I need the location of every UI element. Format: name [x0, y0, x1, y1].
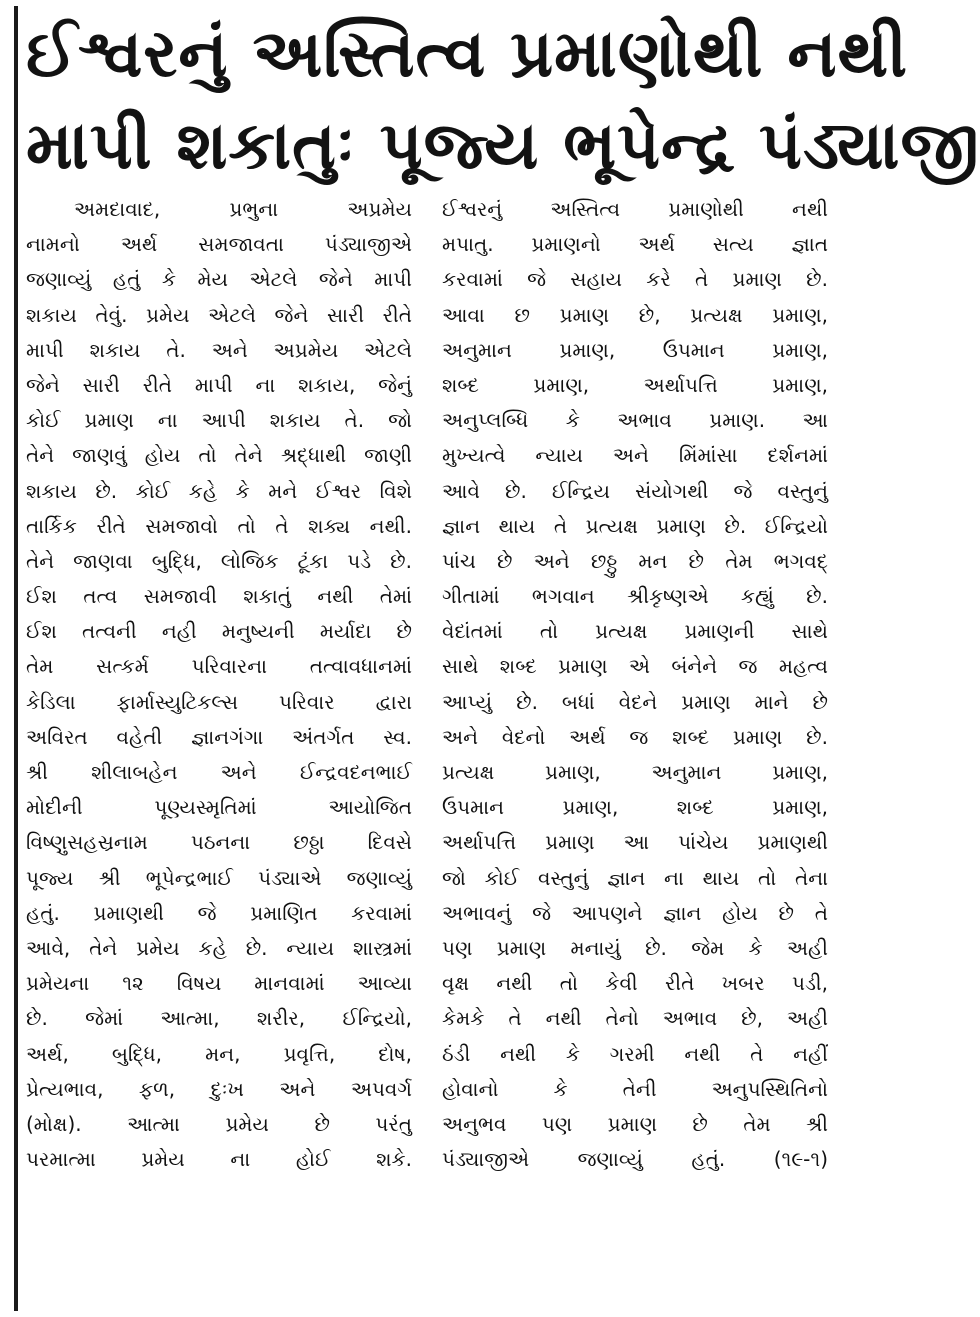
- article-line: અને વેદનો અર્થ જ શબ્દ પ્રમાણ છે.: [442, 724, 828, 749]
- article-line: ઠંડી નથી કે ગરમી નથી તે નહીં: [442, 1041, 828, 1066]
- article-column-left: [26, 192, 412, 1177]
- article-line: જણાવ્યું હતું કે મેય એટલે જેને માપી: [26, 267, 412, 292]
- article-line: તેને જાણવું હોય તો તેને શ્રદ્ધાથી જાણી: [26, 443, 412, 468]
- article-line: પૂજ્ય શ્રી ભૂપેન્દ્રભાઈ પંડ્યાએ જણાવ્યું: [26, 865, 412, 890]
- article-line: પાંચ છે અને છઠ્ઠુ મન છે તેમ ભગવદ્: [442, 548, 828, 573]
- article-line: અવિરત વહેતી જ્ઞાનગંગા અંતર્ગત સ્વ.: [26, 724, 412, 749]
- article-line: અનુપ્લબ્ધિ કે અભાવ પ્રમાણ. આ: [442, 408, 828, 433]
- article-line: મોદીની પૂણ્યસ્મૃતિમાં આયોજિત: [26, 795, 412, 820]
- article-line: તેમ સત્કર્મ પરિવારના તત્વાવધાનમાં: [26, 654, 412, 679]
- article-line: અર્થ, બુદ્ધિ, મન, પ્રવૃત્તિ, દોષ,: [26, 1041, 412, 1066]
- article-line: અનુમાન પ્રમાણ, ઉપમાન પ્રમાણ,: [442, 337, 828, 362]
- article-line: કેડિલા ફાર્માસ્યુટિકલ્સ પરિવાર દ્વારા: [26, 689, 412, 714]
- article-line: આપ્યું છે. બધાં વેદને પ્રમાણ માને છે: [442, 689, 828, 714]
- article-column-right: [442, 192, 828, 1177]
- article-line: શકાય તેવું. પ્રમેય એટલે જેને સારી રીતે: [26, 302, 412, 327]
- article-line: સાથે શબ્દ પ્રમાણ એ બંનેને જ મહત્વ: [442, 654, 828, 679]
- article-line: જો કોઈ વસ્તુનું જ્ઞાન ના થાય તો તેના: [442, 865, 828, 890]
- article-line: ઈશ્વરનું અસ્તિત્વ પ્રમાણોથી નથી: [442, 197, 828, 221]
- article-line: વેદાંતમાં તો પ્રત્યક્ષ પ્રમાણની સાથે: [442, 619, 828, 644]
- article-line: આવે છે. ઈન્દ્રિય સંયોગથી જે વસ્તુનું: [442, 478, 828, 503]
- article-line: કોઈ પ્રમાણ ના આપી શકાય તે. જો: [26, 408, 412, 433]
- article-line: વિષ્ણુસહસ્રનામ પઠનના છઠ્ઠા દિવસે: [26, 830, 412, 855]
- headline-line-2: માપી શકાતુઃ પૂજ્ય ભૂપેન્દ્ર પંડ્યાજી: [26, 107, 980, 184]
- article-line: ઈશ તત્વ સમજાવી શકાતું નથી તેમાં: [26, 584, 412, 609]
- article-line: આવા છ પ્રમાણ છે, પ્રત્યક્ષ પ્રમાણ,: [442, 302, 828, 327]
- article-line: ઉપમાન પ્રમાણ, શબ્દ પ્રમાણ,: [442, 795, 828, 820]
- article-line: પરમાત્મા પ્રમેય ના હોઈ શકે.: [26, 1147, 412, 1172]
- article-line: પણ પ્રમાણ મનાયું છે. જેમ કે અહી: [442, 935, 828, 960]
- headline-line-1: ઈશ્વરનું અસ્તિત્વ પ્રમાણોથી નથી: [26, 15, 909, 92]
- article-line: શ્રી શીલાબહેન અને ઈન્દ્રવદનભાઈ: [26, 760, 412, 784]
- article-line: તાર્કિક રીતે સમજાવો તો તે શક્ય નથી.: [26, 513, 412, 538]
- article-line: મુખ્યત્વે ન્યાય અને મિંમાંસા દર્શનમાં: [442, 443, 828, 468]
- article-line: હતું. પ્રમાણથી જે પ્રમાણિત કરવામાં: [26, 900, 412, 925]
- article-line: (મોક્ષ). આત્મા પ્રમેય છે પરંતુ: [26, 1111, 412, 1136]
- article-line: શબ્દ પ્રમાણ, અર્થાપત્તિ પ્રમાણ,: [442, 372, 828, 397]
- article-line: જેને સારી રીતે માપી ના શકાય, જેનું: [26, 372, 412, 397]
- headline: [26, 8, 980, 192]
- article-line: વૃક્ષ નથી તો કેવી રીતે ખબર પડી,: [442, 971, 828, 996]
- article-line: અભાવનું જે આપણને જ્ઞાન હોય છે તે: [442, 900, 828, 925]
- article-line: કેમકે તે નથી તેનો અભાવ છે, અહી: [442, 1006, 828, 1031]
- article-line: આવે, તેને પ્રમેય કહે છે. ન્યાય શાસ્ત્રમાં: [26, 935, 412, 960]
- article-line: શકાય છે. કોઈ કહે કે મને ઈશ્વર વિશે: [26, 478, 412, 503]
- article-line: હોવાનો કે તેની અનુપસ્થિતિનો: [442, 1076, 828, 1101]
- article-line: અનુભવ પણ પ્રમાણ છે તેમ શ્રી: [442, 1111, 828, 1136]
- article-line: પ્રેત્યભાવ, ફળ, દુઃખ અને અપવર્ગ: [26, 1076, 412, 1101]
- article-line: ગીતામાં ભગવાન શ્રીકૃષ્ણએ કહ્યું છે.: [442, 584, 828, 609]
- column-rule-left: [14, 6, 18, 1311]
- article-line: તેને જાણવા બુદ્ધિ, લોજિક ટૂંકા પડે છે.: [26, 548, 412, 573]
- article-line: પ્રત્યક્ષ પ્રમાણ, અનુમાન પ્રમાણ,: [442, 760, 828, 784]
- article-line: ઈશ તત્વની નહી મનુષ્યની મર્યાદા છે: [26, 619, 412, 644]
- article-line: છે. જેમાં આત્મા, શરીર, ઈન્દ્રિયો,: [26, 1006, 412, 1031]
- article-line: પંડ્યાજીએ જણાવ્યું હતું. (૧૯-૧): [442, 1147, 828, 1172]
- article-line: માપી શકાય તે. અને અપ્રમેય એટલે: [26, 337, 412, 362]
- article-line: મપાતુ. પ્રમાણનો અર્થ સત્ય જ્ઞાત: [442, 232, 828, 257]
- article-line: પ્રમેયના ૧૨ વિષય માનવામાં આવ્યા: [26, 971, 412, 996]
- article-line: નામનો અર્થ સમજાવતા પંડ્યાજીએ: [26, 232, 412, 257]
- article-line: અમદાવાદ, પ્રભુના અપ્રમેય: [74, 197, 412, 221]
- article-line: અર્થાપત્તિ પ્રમાણ આ પાંચેય પ્રમાણથી: [442, 830, 828, 855]
- article-line: કરવામાં જે સહાય કરે તે પ્રમાણ છે.: [442, 267, 828, 292]
- article-line: જ્ઞાન થાય તે પ્રત્યક્ષ પ્રમાણ છે. ઈન્દ્રિયો: [442, 513, 828, 538]
